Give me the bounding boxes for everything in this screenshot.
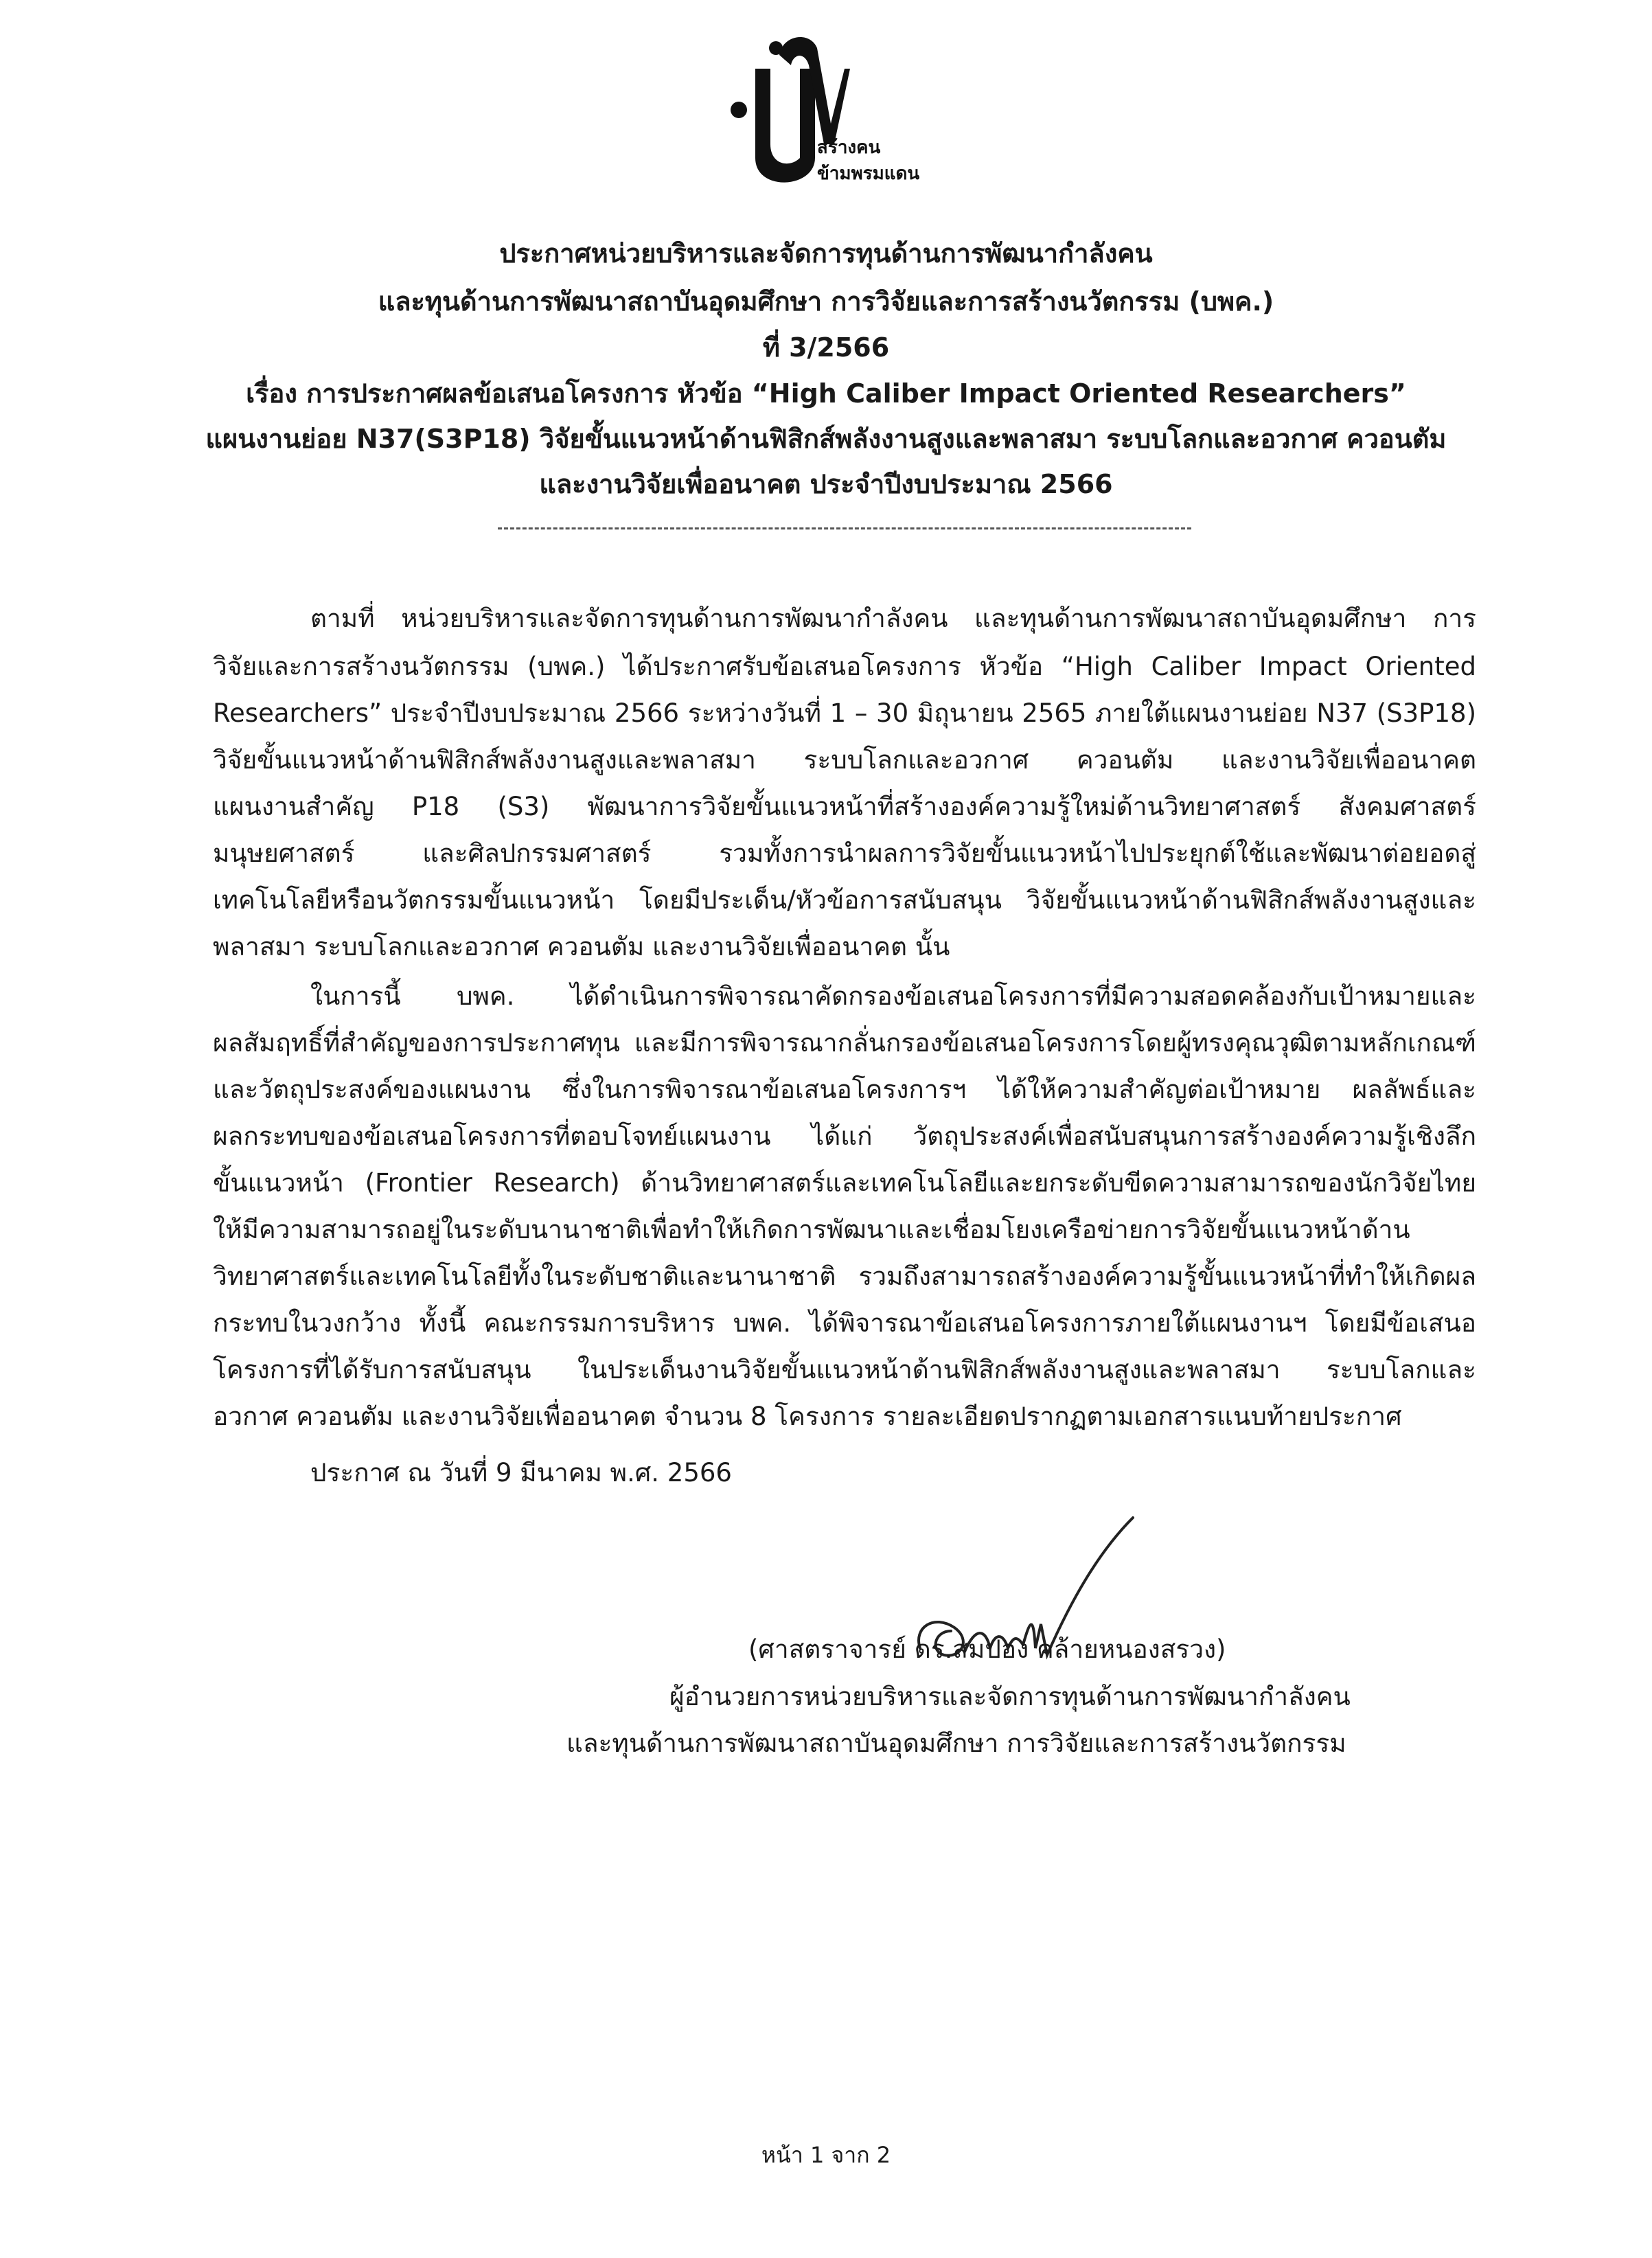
paragraph-line: ตามที่ หน่วยบริหารและจัดการทุนด้านการพัฒนากำลังคน และทุนด้านการพัฒนาสถาบันอุดมศึกษา การ xyxy=(310,604,1476,633)
paragraph-line: อวกาศ ควอนตัม และงานวิจัยเพื่ออนาคต จำนวน 8 โครงการ รายละเอียดปรากฏตามเอกสารแนบท้ายประกาศ xyxy=(213,1402,1402,1431)
paragraph-line: เทคโนโลยีหรือนวัตกรรมขั้นแนวหน้า โดยมีประเด็น/หัวข้อการสนับสนุน วิจัยขั้นแนวหน้าด้านฟิสิกส์พลังงานสูงและ xyxy=(213,885,1476,915)
announcement-number: ที่ 3/2566 xyxy=(762,332,890,363)
signatory-name: (ศาสตราจารย์ ดร.สมปอง คล้ายหนองสรวง) xyxy=(748,1634,1226,1664)
paragraph-line: แผนงานสำคัญ P18 (S3) พัฒนาการวิจัยขั้นแนวหน้าที่สร้างองค์ความรู้ใหม่ด้านวิทยาศาสตร์ สังคมศาสตร์ xyxy=(213,792,1476,821)
announcement-subject-line2: แผนงานย่อย N37(S3P18) วิจัยขั้นแนวหน้าด้านฟิสิกส์พลังงานสูงและพลาสมา ระบบโลกและอวกาศ ควอนตัม xyxy=(205,424,1447,454)
header-divider xyxy=(498,527,1191,529)
paragraph-line: ขั้นแนวหน้า (Frontier Research) ด้านวิทยาศาสตร์และเทคโนโลยีและยกระดับขีดความสามารถของนักวิจัยไทย xyxy=(213,1168,1476,1198)
paragraph-line: Researchers” ประจำปีงบประมาณ 2566 ระหว่างวันที่ 1 – 30 มิถุนายน 2565 ภายใต้แผนงานย่อย N37 (S3P18) xyxy=(213,698,1476,728)
announcement-title-line1: ประกาศหน่วยบริหารและจัดการทุนด้านการพัฒนากำลังคน xyxy=(499,238,1153,269)
paragraph-line: และวัตถุประสงค์ของแผนงาน ซึ่งในการพิจารณาข้อเสนอโครงการฯ ได้ให้ความสำคัญต่อเป้าหมาย ผลลัพธ์และ xyxy=(213,1075,1476,1104)
paragraph-line: ในการนี้ บพค. ได้ดำเนินการพิจารณาคัดกรองข้อเสนอโครงการที่มีความสอดคล้องกับเป้าหมายและ xyxy=(310,981,1476,1011)
announcement-subject: เรื่อง การประกาศผลข้อเสนอโครงการ หัวข้อ “High Caliber Impact Oriented Researchers” xyxy=(246,378,1406,409)
paragraph-line: ผลกระทบของข้อเสนอโครงการที่ตอบโจทย์แผนงาน ได้แก่ วัตถุประสงค์เพื่อสนับสนุนการสร้างองค์ความรู้เชิงลึก xyxy=(213,1121,1476,1151)
paragraph-line: พลาสมา ระบบโลกและอวกาศ ควอนตัม และงานวิจัยเพื่ออนาคต นั้น xyxy=(213,932,950,961)
paragraph-line: ผลสัมฤทธิ์ที่สำคัญของการประกาศทุน และมีการพิจารณากลั่นกรองข้อเสนอโครงการโดยผู้ทรงคุณวุฒิตามหลักเกณฑ์ xyxy=(213,1028,1476,1058)
paragraph-line: วิจัยขั้นแนวหน้าด้านฟิสิกส์พลังงานสูงและพลาสมา ระบบโลกและอวกาศ ควอนตัม และงานวิจัยเพื่ออนาคต xyxy=(213,745,1476,775)
announcement-title-line2: และทุนด้านการพัฒนาสถาบันอุดมศึกษา การวิจัยและการสร้างนวัตกรรม (บพค.) xyxy=(378,286,1274,317)
signatory-title-line2: และทุนด้านการพัฒนาสถาบันอุดมศึกษา การวิจัยและการสร้างนวัตกรรม xyxy=(566,1729,1346,1758)
paragraph-line: วิทยาศาสตร์และเทคโนโลยีทั้งในระดับชาติและนานาชาติ รวมถึงสามารถสร้างองค์ความรู้ขั้นแนวหน้าที่ทำให้เกิดผล xyxy=(213,1262,1476,1291)
pmu-b-logo xyxy=(728,27,1002,199)
paragraph-line: กระทบในวงกว้าง ทั้งนี้ คณะกรรมการบริหาร บพค. ได้พิจารณาข้อเสนอโครงการภายใต้แผนงานฯ โดยมีข้อเสนอ xyxy=(213,1308,1476,1338)
paragraph-line: ให้มีความสามารถอยู่ในระดับนานาชาติเพื่อทำให้เกิดการพัฒนาและเชื่อมโยงเครือข่ายการวิจัยขั้นแนวหน้าด้าน xyxy=(213,1215,1410,1244)
logo-tagline-line1: สร้างคน xyxy=(817,137,881,158)
paragraph-line: โครงการที่ได้รับการสนับสนุน ในประเด็นงานวิจัยขั้นแนวหน้าด้านฟิสิกส์พลังงานสูงและพลาสมา ระบบโลกและ xyxy=(213,1355,1476,1384)
announcement-date: ประกาศ ณ วันที่ 9 มีนาคม พ.ศ. 2566 xyxy=(310,1458,732,1487)
paragraph-line: มนุษยศาสตร์ และศิลปกรรมศาสตร์ รวมทั้งการนำผลการวิจัยขั้นแนวหน้าไปประยุกต์ใช้และพัฒนาต่อยอดสู่ xyxy=(213,839,1476,868)
announcement-subject-line3: และงานวิจัยเพื่ออนาคต ประจำปีงบประมาณ 2566 xyxy=(539,469,1113,499)
paragraph-line: วิจัยและการสร้างนวัตกรรม (บพค.) ได้ประกาศรับข้อเสนอโครงการ หัวข้อ “High Caliber Impact Oriented xyxy=(213,652,1476,681)
page-number: หน้า 1 จาก 2 xyxy=(761,2142,891,2168)
signatory-title-line1: ผู้อำนวยการหน่วยบริหารและจัดการทุนด้านการพัฒนากำลังคน xyxy=(669,1682,1351,1711)
logo-tagline-line2: ข้ามพรมแดน xyxy=(817,163,920,184)
